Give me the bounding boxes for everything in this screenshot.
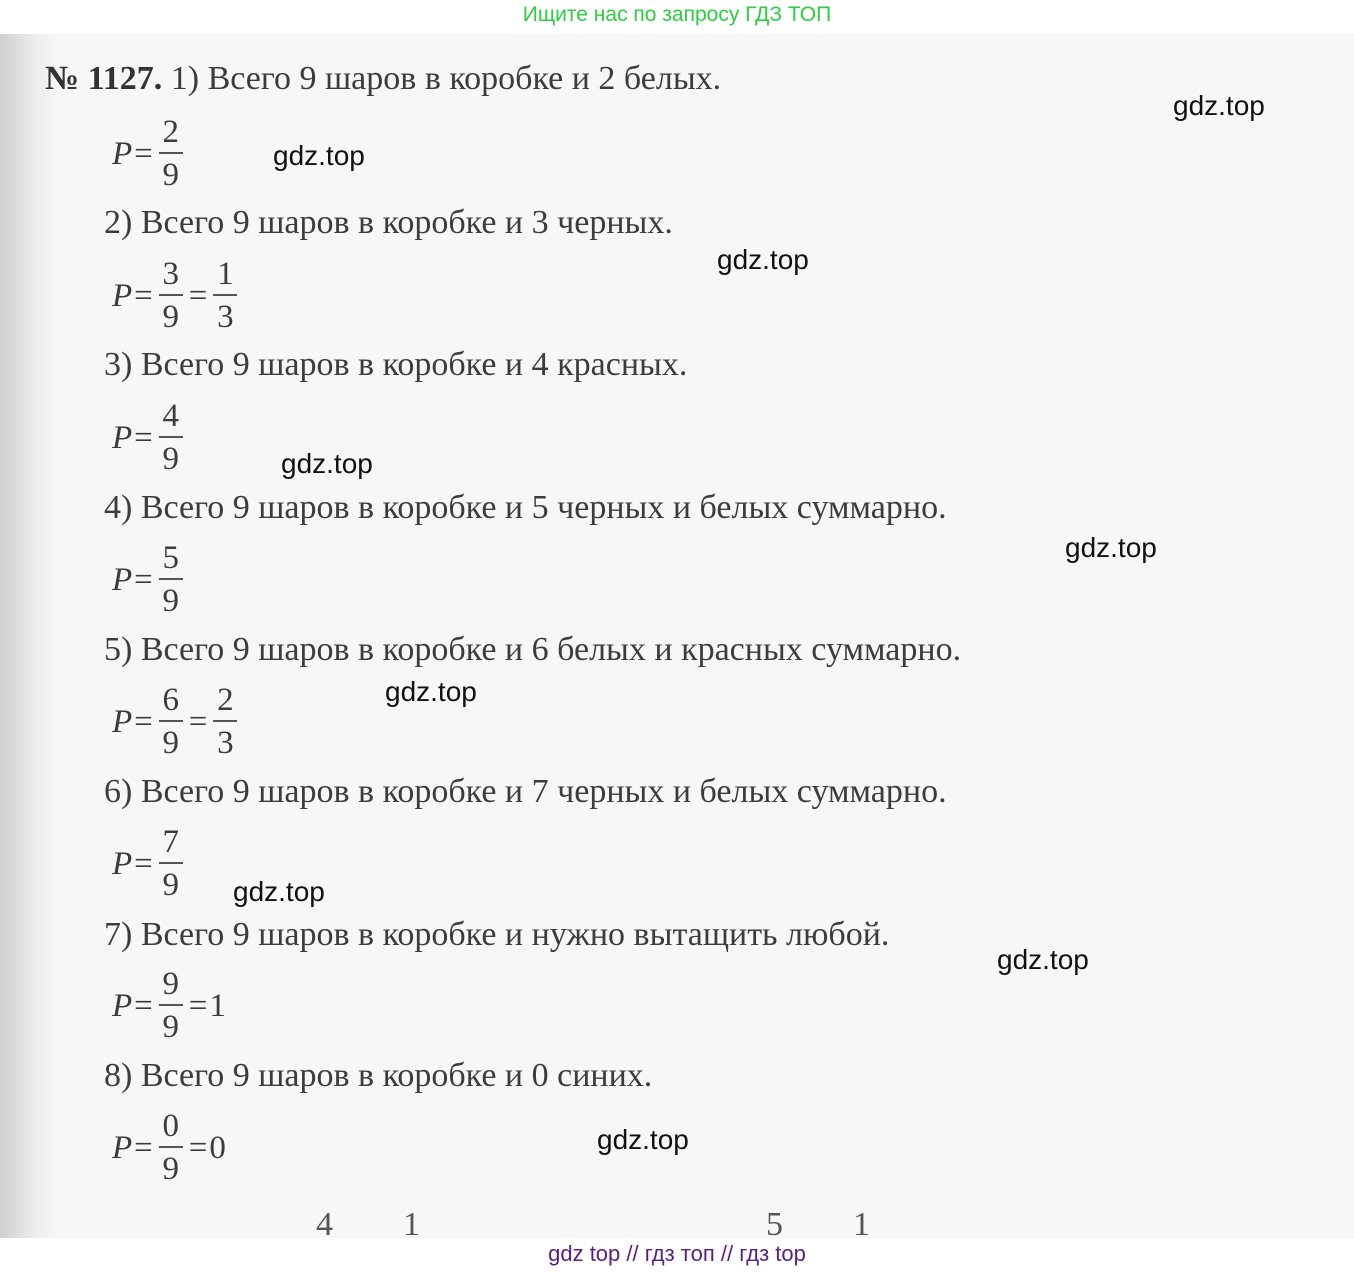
problem-heading bbox=[45, 60, 721, 98]
item-8-text: 8) Всего 9 шаров в коробке и 0 синих. bbox=[104, 1057, 653, 1094]
formula-1: P = $\frac{2}{9}$ bbox=[112, 116, 187, 192]
scanned-page bbox=[0, 34, 1354, 1238]
p-symbol: P bbox=[112, 135, 133, 172]
fraction: $\frac{0}{9}$ bbox=[159, 1110, 183, 1186]
fraction: $\frac{6}{9}$ bbox=[159, 684, 183, 760]
result: 1 bbox=[209, 987, 226, 1024]
p-symbol: P bbox=[112, 987, 133, 1024]
watermark: gdz.top bbox=[997, 944, 1089, 975]
p-symbol: P bbox=[112, 419, 133, 456]
item-7-text: 7) Всего 9 шаров в коробке и нужно вытащить любой. bbox=[104, 916, 890, 953]
formula-8: P = $\frac{0}{9}$ = 0 bbox=[112, 1108, 226, 1187]
item-6-text: 6) Всего 9 шаров в коробке и 7 черных и белых суммарно. bbox=[104, 773, 947, 810]
item-3-text: 3) Всего 9 шаров в коробке и 4 красных. bbox=[104, 346, 688, 383]
p-symbol: P bbox=[112, 277, 133, 314]
formula-7: P = $\frac{9}{9}$ = 1 bbox=[112, 966, 226, 1045]
item-4-text: 4) Всего 9 шаров в коробке и 5 черных и белых суммарно. bbox=[104, 489, 947, 526]
fraction: $\frac{1}{3}$ bbox=[213, 258, 237, 334]
formula-2: P = $\frac{3}{9}$ = $\frac{1}{3}$ bbox=[112, 258, 241, 334]
cut-off-digit: 4 bbox=[316, 1206, 333, 1238]
fraction: $\frac{9}{9}$ bbox=[159, 968, 183, 1044]
formula-4: P = $\frac{5}{9}$ bbox=[112, 542, 187, 618]
fraction: $\frac{7}{9}$ bbox=[159, 826, 183, 902]
watermark: gdz.top bbox=[1173, 90, 1265, 121]
footer-banner: gdz top // гдз топ // гдз top bbox=[0, 1238, 1354, 1272]
page-edge-shadow bbox=[0, 34, 60, 1238]
watermark: gdz.top bbox=[385, 676, 477, 707]
item-1-text: 1) Всего 9 шаров в коробке и 2 белых. bbox=[170, 60, 722, 97]
p-symbol: P bbox=[112, 1129, 133, 1166]
fraction: $\frac{5}{9}$ bbox=[159, 542, 183, 618]
fraction: $\frac{3}{9}$ bbox=[159, 258, 183, 334]
cut-off-digit: 5 bbox=[766, 1206, 783, 1238]
cut-off-digit: 1 bbox=[853, 1206, 870, 1238]
formula-6: P = $\frac{7}{9}$ bbox=[112, 826, 187, 902]
watermark: gdz.top bbox=[717, 244, 809, 275]
fraction: $\frac{2}{3}$ bbox=[213, 684, 237, 760]
formula-3: P = $\frac{4}{9}$ bbox=[112, 400, 187, 476]
item-5-text: 5) Всего 9 шаров в коробке и 6 белых и красных суммарно. bbox=[104, 631, 962, 668]
watermark: gdz.top bbox=[273, 140, 365, 171]
formula-5: P = $\frac{6}{9}$ = $\frac{2}{3}$ bbox=[112, 684, 241, 760]
item-2-text: 2) Всего 9 шаров в коробке и 3 черных. bbox=[104, 204, 673, 241]
cut-off-digit: 1 bbox=[403, 1206, 420, 1238]
result: 0 bbox=[209, 1129, 226, 1166]
fraction: $\frac{2}{9}$ bbox=[159, 116, 183, 192]
search-banner: Ищите нас по запросу ГДЗ ТОП bbox=[522, 3, 832, 26]
watermark: gdz.top bbox=[597, 1124, 689, 1155]
problem-number: № 1127. bbox=[45, 60, 163, 97]
watermark: gdz.top bbox=[233, 876, 325, 907]
p-symbol: P bbox=[112, 703, 133, 740]
watermark: gdz.top bbox=[281, 448, 373, 479]
p-symbol: P bbox=[112, 845, 133, 882]
fraction: $\frac{4}{9}$ bbox=[159, 400, 183, 476]
watermark: gdz.top bbox=[1065, 532, 1157, 563]
p-symbol: P bbox=[112, 561, 133, 598]
